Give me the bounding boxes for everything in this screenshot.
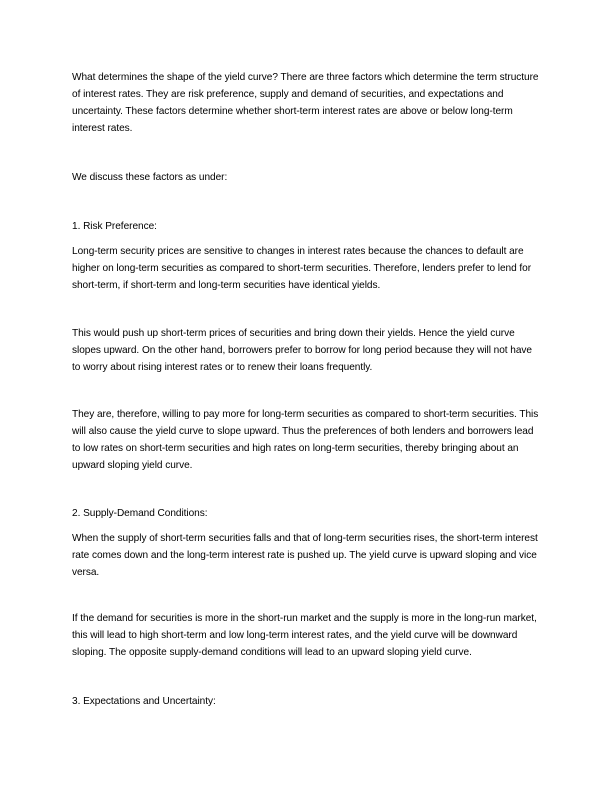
risk-preference-paragraph-3: They are, therefore, willing to pay more for long-term securities as compared to short-term securities. This will also cause the yield curve to slope upward. Thus the preferences of both lenders and borrowers lead to low rates on short-term securities and high rates on long-term securities, thereby bringing about an upward sloping yield curve. bbox=[72, 409, 539, 471]
intro-paragraph: What determines the shape of the yield curve? There are three factors which determine the term structure of interest rates. They are risk preference, supply and demand of securities, and expectations and uncertainty. These factors determine whether short-term interest rates are above or below long-term interest rates. bbox=[72, 72, 539, 134]
transition-paragraph: We discuss these factors as under: bbox=[72, 172, 228, 183]
section-heading-supply-demand: 2. Supply-Demand Conditions: bbox=[72, 508, 208, 519]
supply-demand-paragraph-1: When the supply of short-term securities falls and that of long-term securities rises, the short-term interest rate comes down and the long-term interest rate is pushed up. The yield curve is upward sloping and vice versa. bbox=[72, 533, 538, 578]
risk-preference-paragraph-2: This would push up short-term prices of securities and bring down their yields. Hence the yield curve slopes upward. On the other hand, borrowers prefer to borrow for long period because they will not have to worry about rising interest rates or to renew their loans frequently. bbox=[72, 328, 532, 373]
section-heading-risk-preference: 1. Risk Preference: bbox=[72, 221, 157, 232]
risk-preference-paragraph-1: Long-term security prices are sensitive to changes in interest rates because the chances to default are higher on long-term securities as compared to short-term securities. Therefore, lenders prefer to lend for short-term, if short-term and long-term securities have identical yields. bbox=[72, 246, 532, 291]
supply-demand-paragraph-2: If the demand for securities is more in the short-run market and the supply is more in the long-run market, this will lead to high short-term and low long-term interest rates, and the yield curve will be downward sloping. The opposite supply-demand conditions will lead to an upward sloping yield curve. bbox=[72, 613, 537, 658]
section-heading-expectations: 3. Expectations and Uncertainty: bbox=[72, 696, 216, 707]
